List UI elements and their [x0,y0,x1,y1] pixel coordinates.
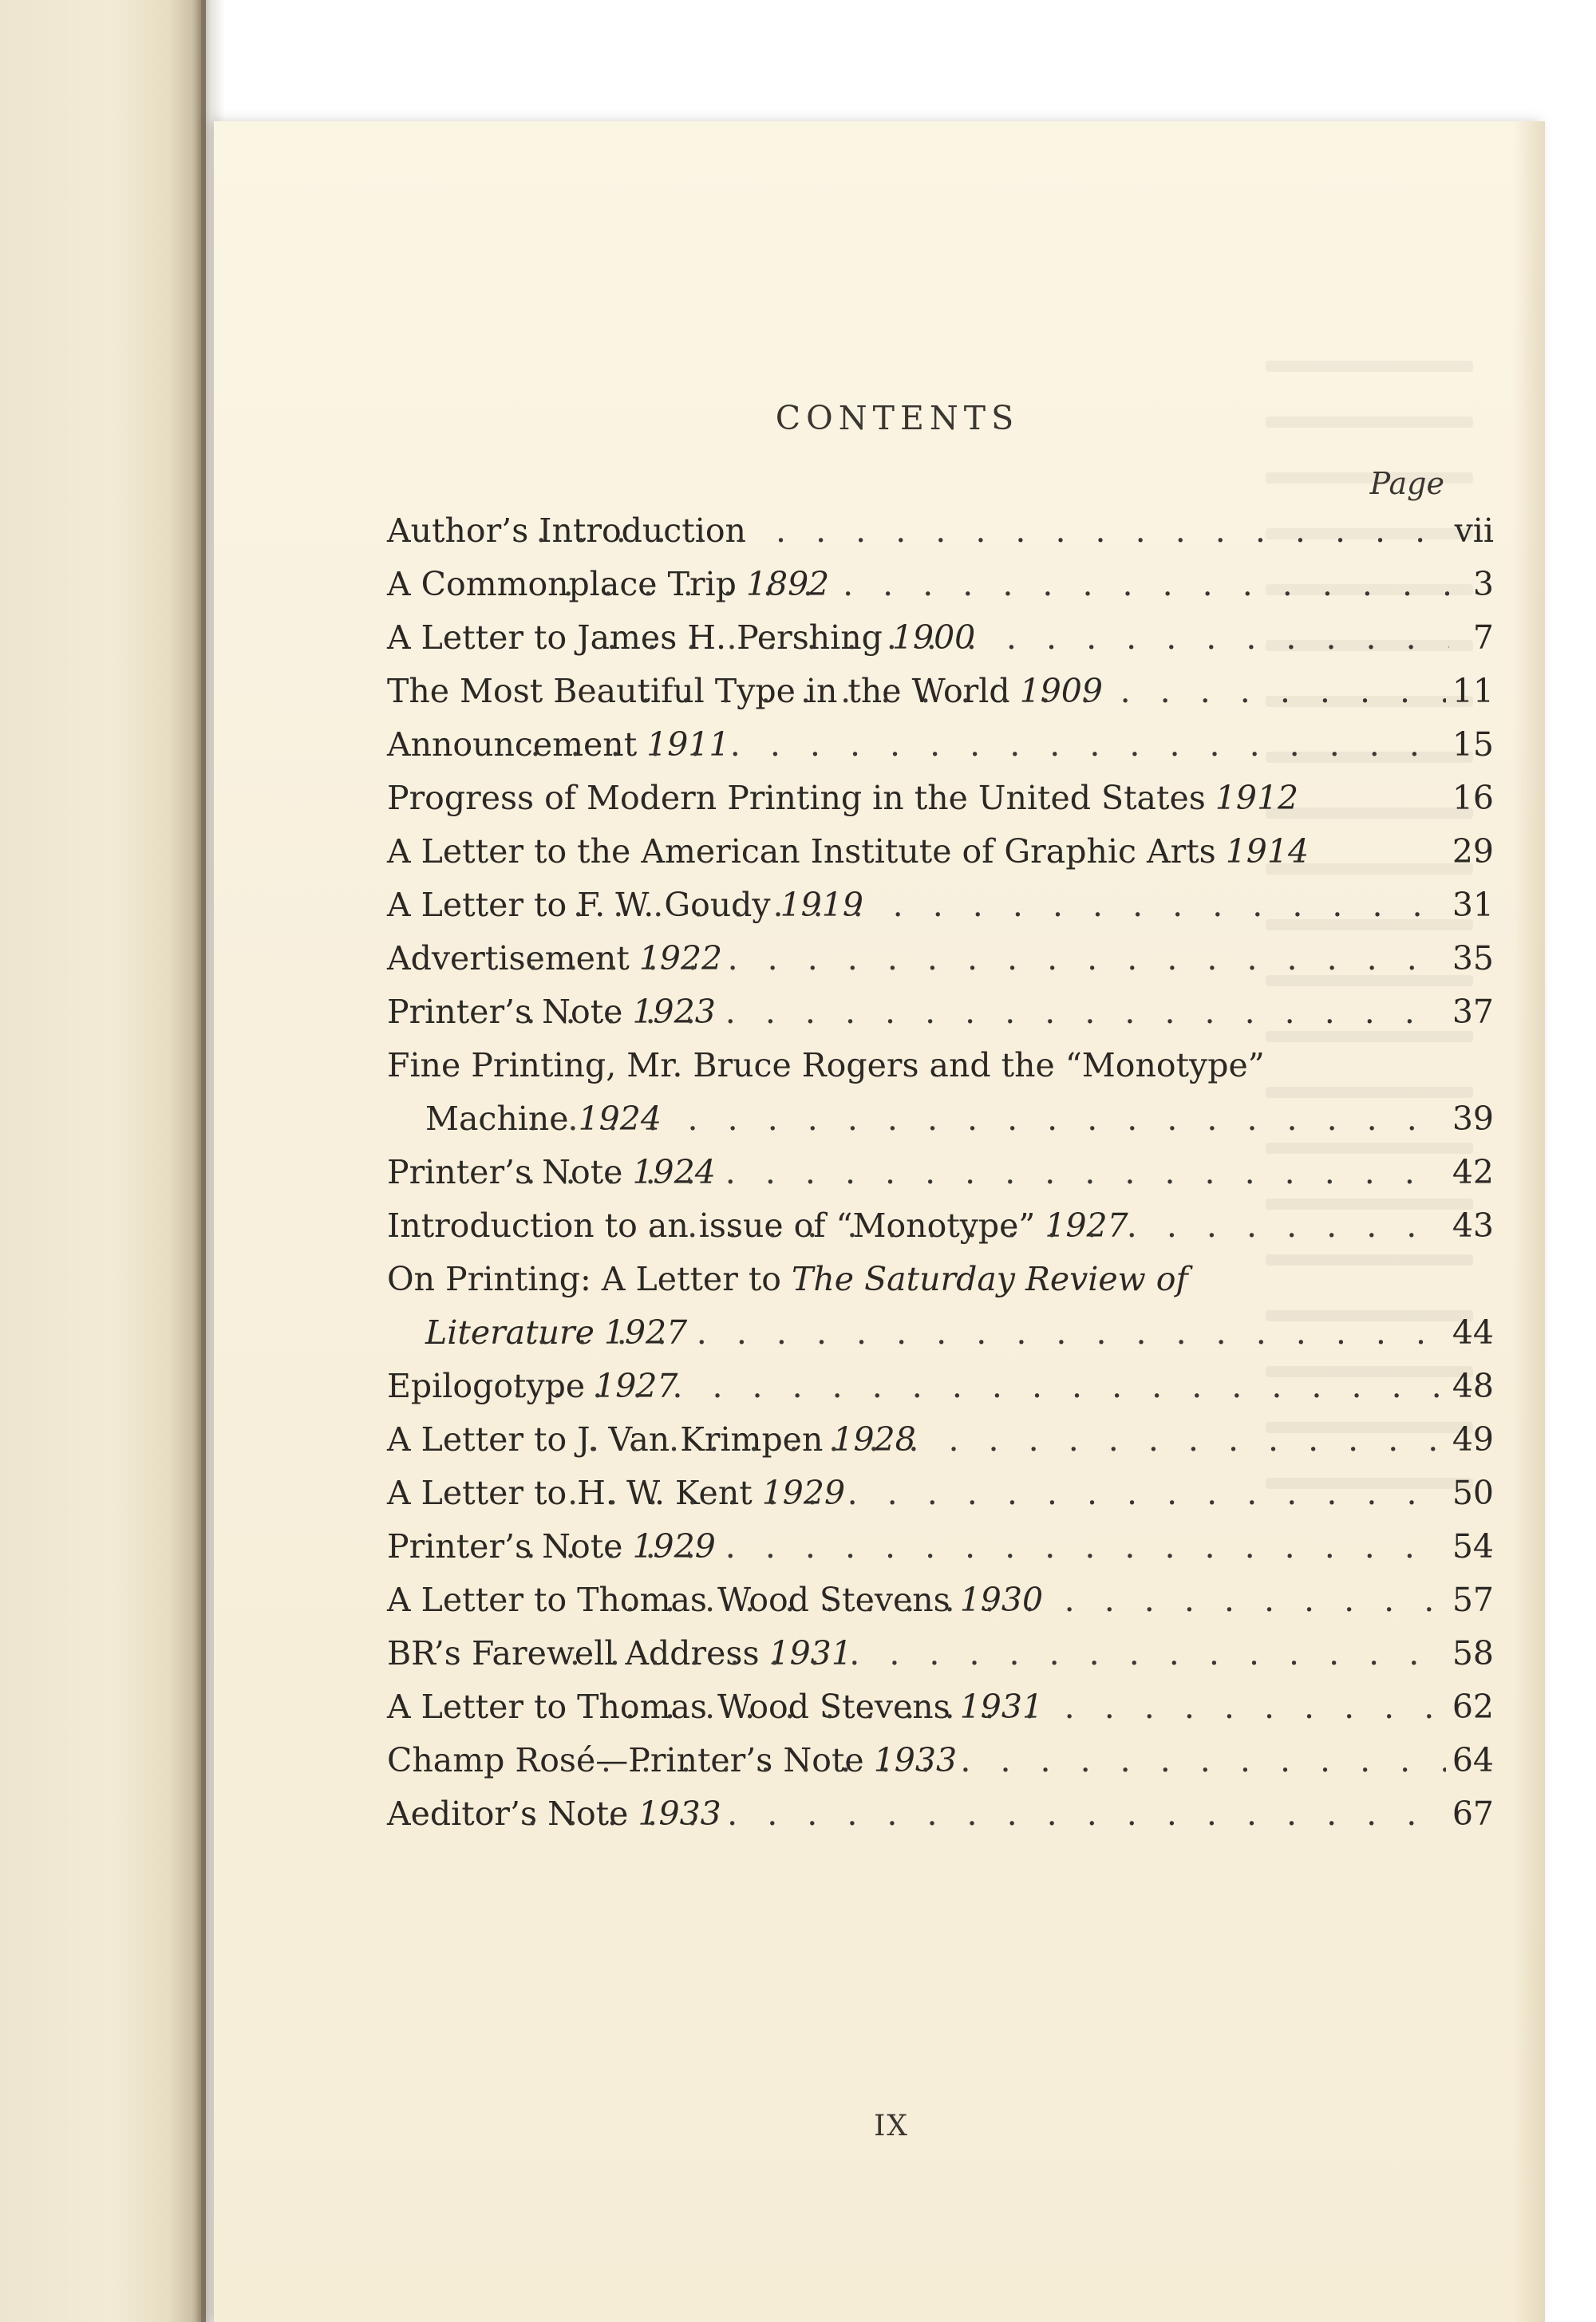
toc-entry [387,665,1494,718]
toc-entry [387,1199,1494,1253]
dot-leader [527,1092,1446,1146]
toc-entry [387,1467,1494,1520]
toc-entry-page: 29 [1452,832,1494,871]
toc-entry [387,825,1494,879]
toc-entry-year: 1909 [1019,672,1103,710]
toc-entry-year: 1933 [873,1741,958,1779]
toc-entry-page: 54 [1452,1527,1494,1566]
dot-leader [563,558,1449,611]
dot-leader [606,611,1449,665]
toc-entry-page: 64 [1452,1741,1494,1779]
dot-leader [573,879,1446,932]
toc-entry-page: 50 [1452,1474,1494,1512]
toc-entry-title: Printer’s Note [387,1153,623,1191]
toc-entry [387,1039,1494,1146]
dot-leader [625,1574,1446,1627]
toc-entry-year: 1927 [603,1313,688,1352]
toc-entry-year: 1924 [632,1153,716,1191]
toc-entry-title: Printer’s Note [387,993,623,1031]
toc-entry-title: Author’s Introduction [387,511,746,550]
toc-entry-title: Progress of Modern Printing in the United States [387,779,1206,817]
toc-entry-year: 1911 [646,725,730,764]
toc-entry-year: 1914 [1225,832,1310,871]
page-folio: IX [874,2110,909,2142]
toc-entry-page: 49 [1452,1420,1494,1459]
table-of-contents [387,504,1494,1841]
dot-leader [647,1199,1446,1253]
toc-entry-title: A Letter to J. Van Krimpen [387,1420,824,1459]
toc-entry-title: A Letter to James H. Pershing [387,618,883,657]
toc-entry [387,1574,1494,1627]
toc-entry-page: 57 [1452,1581,1494,1619]
toc-entry-page: 7 [1472,618,1494,657]
toc-entry-title: The Most Beautiful Type in the World [387,672,1010,710]
toc-entry-title: A Letter to the American Institute of Graphic Arts [387,832,1216,871]
contents-page [214,121,1545,2322]
toc-entry [387,1734,1494,1787]
dot-leader [589,1413,1446,1467]
toc-entry-page: 39 [1452,1100,1494,1138]
dot-leader [525,1146,1445,1199]
dot-leader [536,504,1448,558]
toc-entry-page: 37 [1452,993,1494,1031]
facing-page-left [0,0,206,2322]
toc-entry-page: 58 [1452,1634,1494,1672]
toc-entry-page: 31 [1452,886,1494,924]
toc-entry [387,1146,1494,1199]
dot-leader [567,1467,1446,1520]
toc-entry-year: 1929 [632,1527,716,1566]
toc-entry [387,985,1494,1039]
toc-entry-year: 1892 [745,565,830,603]
toc-entry [387,932,1494,985]
toc-entry [387,1627,1494,1680]
contents-heading: CONTENTS [775,399,1020,437]
dot-leader [530,718,1445,772]
toc-entry-year: 1900 [891,618,976,657]
toc-entry-year: 1931 [768,1634,852,1672]
toc-entry-page: 15 [1452,725,1494,764]
toc-entry-year: 1931 [959,1688,1044,1726]
toc-entry [387,718,1494,772]
toc-entry-title-line2: Literature [425,1313,595,1352]
dot-leader [525,985,1445,1039]
dot-leader [570,1627,1446,1680]
toc-entry-title: Printer’s Note [387,1527,623,1566]
toc-entry-year: 1928 [832,1420,916,1459]
toc-entry [387,1787,1494,1841]
toc-entry [387,1520,1494,1574]
dot-leader [527,1787,1446,1841]
dot-leader [512,1360,1446,1413]
toc-entry-year: 1927 [595,1367,678,1405]
toc-entry-year: 1922 [638,939,723,977]
toc-entry-title: A Letter to F. W. Goudy [387,886,771,924]
toc-entry-title: Announcement [387,725,638,764]
toc-entry [387,772,1494,825]
toc-entry-page: 43 [1452,1206,1494,1245]
dot-leader [537,1306,1446,1360]
toc-entry-title: Epilogotype [387,1367,586,1405]
toc-entry [387,879,1494,932]
page-column-label: Page [1369,466,1444,501]
toc-entry-title-line2: Machine [425,1100,569,1138]
toc-entry-title: Aeditor’s Note [387,1795,629,1833]
toc-entry-page: 44 [1452,1313,1494,1352]
dot-leader [641,665,1446,718]
toc-entry-page: 48 [1452,1367,1494,1405]
toc-entry-year: 1923 [632,993,716,1031]
toc-entry-page: 42 [1452,1153,1494,1191]
dot-leader [625,1680,1446,1734]
toc-entry-title: A Letter to H. W. Kent [387,1474,753,1512]
toc-entry-title: A Letter to Thomas Wood Stevens [387,1688,950,1726]
toc-entry-year: 1912 [1215,779,1299,817]
toc-entry-title: A Letter to Thomas Wood Stevens [387,1581,950,1619]
toc-entry-title-line1: Fine Printing, Mr. Bruce Rogers and the “Monotype” [387,1046,1265,1084]
toc-entry-title-plain: On Printing: A Letter to [387,1260,781,1298]
toc-entry-page: 16 [1452,779,1494,817]
toc-entry-title: A Commonplace Trip [387,565,737,603]
toc-entry [387,1680,1494,1734]
toc-entry-year: 1927 [1045,1206,1128,1245]
toc-entry [387,1360,1494,1413]
toc-entry-title: BR’s Farewell Address [387,1634,760,1672]
toc-entry [387,1413,1494,1467]
toc-entry-title-italic: The Saturday Review of [792,1260,1188,1298]
dot-leader [527,932,1446,985]
toc-entry [387,611,1494,665]
toc-entry [387,558,1494,611]
toc-entry [387,1253,1494,1360]
toc-entry-year: 1929 [761,1474,846,1512]
dot-leader [525,1520,1445,1574]
toc-entry-page: 35 [1452,939,1494,977]
toc-entry-title-line1 [387,1253,1188,1306]
toc-entry-title: Advertisement [387,939,630,977]
toc-entry-year: 1919 [780,886,863,924]
toc-entry-page: vii [1454,511,1494,550]
toc-entry-title: Introduction to an issue of “Monotype” [387,1206,1036,1245]
toc-entry-page: 3 [1472,565,1494,603]
toc-entry-page: 62 [1452,1688,1494,1726]
toc-entry-year: 1933 [638,1795,721,1833]
dot-leader [601,1734,1446,1787]
toc-entry-title: Champ Rosé—Printer’s Note [387,1741,864,1779]
toc-entry [387,504,1494,558]
toc-entry-page: 11 [1452,672,1494,710]
toc-entry-year: 1924 [578,1100,662,1138]
toc-entry-year: 1930 [959,1581,1044,1619]
toc-entry-page: 67 [1452,1795,1494,1833]
